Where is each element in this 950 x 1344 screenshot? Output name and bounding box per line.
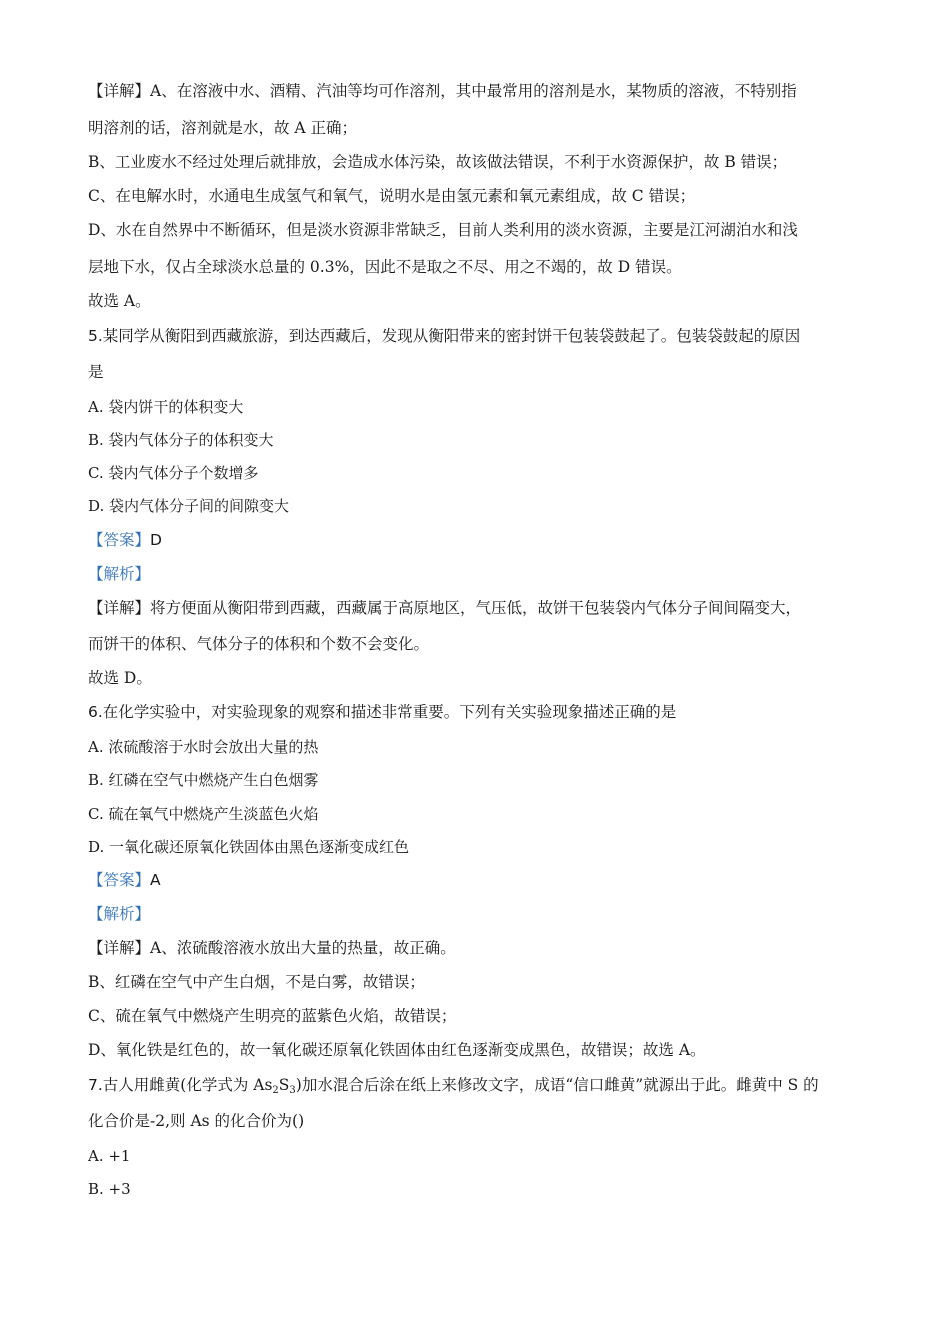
q5-option-d: D. 袋内气体分子间的间隙变大	[88, 497, 290, 515]
q7-option-a: A. +1	[88, 1147, 131, 1165]
q7-subscript-3: 3	[289, 1085, 296, 1096]
q6-answer-line	[88, 869, 878, 891]
q6-detail-line-1: 【详解】A、浓硫酸溶液水放出大量的热量，故正确。	[88, 939, 456, 957]
q5-number: 5.	[88, 327, 103, 345]
q7-stem-pre: 古人用雌黄(化学式为 As	[102, 1076, 273, 1094]
q6-stem-line-1	[88, 701, 878, 723]
q5-conclusion: 故选 D。	[88, 669, 152, 687]
q4-detail-line-6: 层地下水，仅占全球淡水总量的 0.3%，因此不是取之不尽、用之不竭的，故 D 错误。	[88, 258, 682, 276]
q7-number: 7.	[88, 1076, 103, 1094]
q6-option-c: C. 硫在氧气中燃烧产生淡蓝色火焰	[88, 805, 319, 823]
q6-answer-label: 【答案】	[88, 871, 151, 889]
q4-detail-line-5: D、水在自然界中不断循环，但是淡水资源非常缺乏，目前人类利用的淡水资源，主要是江河湖泊水和浅	[88, 221, 798, 239]
q5-option-b: B. 袋内气体分子的体积变大	[88, 431, 274, 449]
q5-answer-line	[88, 529, 878, 551]
q6-detail-line-4: D、氧化铁是红色的，故一氧化碳还原氧化铁固体由红色逐渐变成黑色，故错误；故选 A。	[88, 1041, 706, 1059]
q5-option-a: A. 袋内饼干的体积变大	[88, 398, 244, 416]
q6-option-a: A. 浓硫酸溶于水时会放出大量的热	[88, 738, 319, 756]
q7-subscript-2: 2	[272, 1085, 279, 1096]
q6-option-d: D. 一氧化碳还原氧化铁固体由黑色逐渐变成红色	[88, 838, 410, 856]
q5-answer-value: D	[150, 531, 162, 549]
q5-detail-line-1: 【详解】将方便面从衡阳带到西藏，西藏属于高原地区，气压低，故饼干包装袋内气体分子间间隔变大，	[88, 599, 802, 617]
q5-detail-line-2: 而饼干的体积、气体分子的体积和个数不会变化。	[88, 635, 430, 653]
q5-stem-line-2: 是	[88, 363, 104, 381]
q4-conclusion: 故选 A。	[88, 292, 151, 310]
q5-analysis-label: 【解析】	[88, 565, 151, 583]
q6-option-b: B. 红磷在空气中燃烧产生白色烟雾	[88, 771, 319, 789]
q5-stem-line-1	[88, 325, 878, 347]
q4-detail-line-4: C、在电解水时，水通电生成氢气和氧气，说明水是由氢元素和氧元素组成，故 C 错误；	[88, 187, 696, 205]
q4-detail-line-3: B、工业废水不经过处理后就排放，会造成水体污染，故该做法错误，不利于水资源保护，故 B 错误；	[88, 153, 788, 171]
q4-detail-line-1: 【详解】A、在溶液中水、酒精、汽油等均可作溶剂，其中最常用的溶剂是水，某物质的溶液，不特别指	[88, 82, 797, 100]
q7-option-b: B. +3	[88, 1180, 131, 1198]
q5-stem-text: 某同学从衡阳到西藏旅游，到达西藏后，发现从衡阳带来的密封饼干包装袋鼓起了。包装袋鼓起的原因	[102, 327, 801, 345]
q5-answer-label: 【答案】	[88, 531, 151, 549]
q7-stem-mid: S	[278, 1076, 290, 1094]
q5-option-c: C. 袋内气体分子个数增多	[88, 464, 259, 482]
q6-analysis-label: 【解析】	[88, 905, 151, 923]
q6-detail-line-3: C、硫在氧气中燃烧产生明亮的蓝紫色火焰，故错误；	[88, 1007, 457, 1025]
q6-answer-value: A	[150, 871, 161, 889]
q4-detail-line-2: 明溶剂的话，溶剂就是水，故 A 正确；	[88, 119, 358, 137]
q7-stem-post: )加水混合后涂在纸上来修改文字，成语“信口雌黄”就源出于此。雌黄中 S 的	[295, 1076, 819, 1094]
q6-stem-text: 在化学实验中，对实验现象的观察和描述非常重要。下列有关实验现象描述正确的是	[102, 703, 677, 721]
q6-number: 6.	[88, 703, 103, 721]
q7-stem-line-2: 化合价是-2,则 As 的化合价为()	[88, 1112, 305, 1130]
q7-stem-line-1	[88, 1074, 878, 1102]
q6-detail-line-2: B、红磷在空气中产生白烟，不是白雾，故错误；	[88, 973, 425, 991]
